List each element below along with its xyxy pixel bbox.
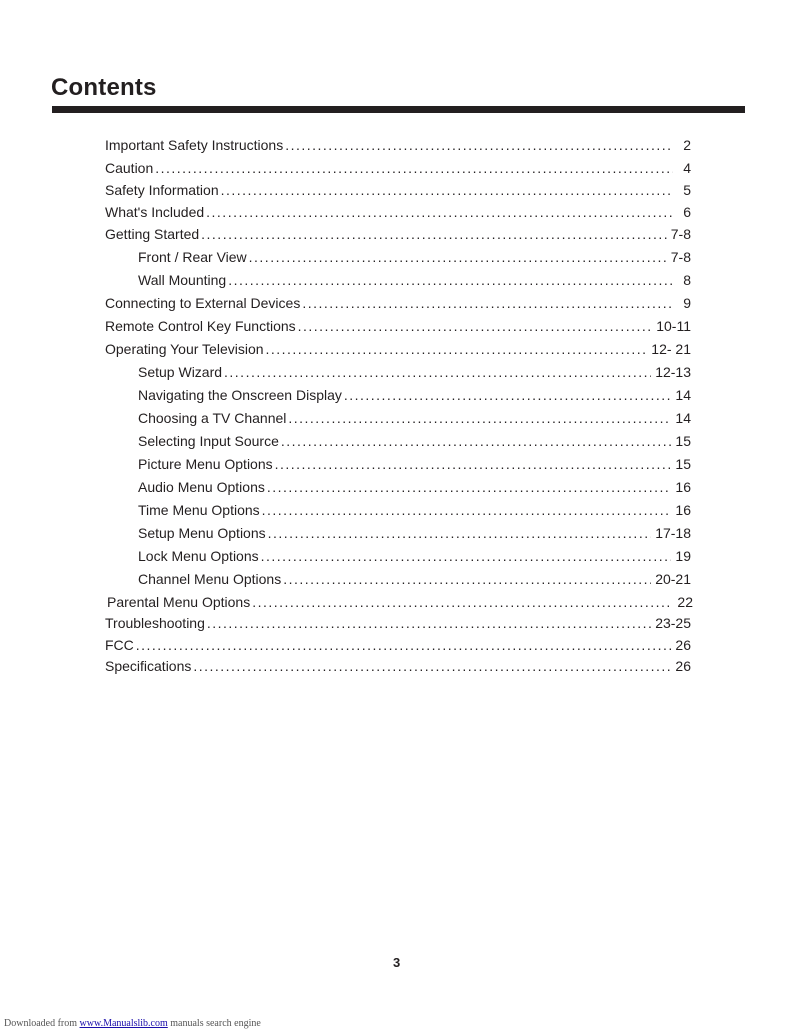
toc-subentry[interactable]	[138, 410, 691, 430]
toc-entry-page: 23-25	[655, 615, 691, 631]
dot-leader	[155, 160, 673, 176]
toc-subentry[interactable]	[138, 249, 691, 269]
toc-entry-page: 15	[675, 433, 691, 449]
toc-entry-page: 7-8	[670, 249, 691, 265]
dot-leader	[285, 137, 673, 153]
toc-entry[interactable]	[105, 226, 691, 246]
dot-leader	[221, 182, 673, 198]
dot-leader	[224, 364, 651, 380]
page-number: 3	[393, 955, 401, 970]
title-divider	[52, 106, 745, 113]
dot-leader	[193, 658, 671, 674]
toc-entry-label: FCC	[105, 637, 134, 653]
toc-entry[interactable]	[105, 160, 691, 180]
toc-subentry[interactable]	[138, 571, 691, 591]
dot-leader	[249, 249, 667, 265]
toc-entry-page: 14	[675, 410, 691, 426]
toc-entry-page: 7-8	[670, 226, 691, 242]
dot-leader	[261, 548, 672, 564]
dot-leader	[281, 433, 672, 449]
dot-leader	[207, 615, 651, 631]
toc-subentry[interactable]	[138, 387, 691, 407]
dot-leader	[302, 295, 673, 311]
dot-leader	[267, 479, 672, 495]
dot-leader	[252, 594, 673, 610]
toc-entry[interactable]	[105, 137, 691, 157]
toc-entry-page: 16	[675, 502, 691, 518]
toc-entry[interactable]	[105, 182, 691, 202]
toc-entry-page: 8	[683, 272, 691, 288]
toc-subentry[interactable]	[138, 272, 691, 292]
toc-entry-page: 10-11	[656, 318, 691, 334]
toc-entry-label: Navigating the Onscreen Display	[138, 387, 342, 403]
toc-entry-label: Picture Menu Options	[138, 456, 273, 472]
toc-entry-label: Remote Control Key Functions	[105, 318, 296, 334]
toc-entry-label: Lock Menu Options	[138, 548, 259, 564]
toc-entry[interactable]	[105, 204, 691, 224]
toc-entry[interactable]	[105, 658, 691, 678]
toc-entry-page: 6	[683, 204, 691, 220]
toc-subentry[interactable]	[138, 502, 691, 522]
dot-leader	[268, 525, 652, 541]
toc-entry-label: Caution	[105, 160, 154, 176]
toc-entry-label: Choosing a TV Channel	[138, 410, 287, 426]
toc-subentry[interactable]	[138, 548, 691, 568]
toc-entry-page: 9	[683, 295, 691, 311]
toc-entry-page: 17-18	[655, 525, 691, 541]
page-title: Contents	[51, 74, 157, 101]
toc-subentry[interactable]	[138, 433, 691, 453]
toc-entry-label: Getting Started	[105, 226, 200, 242]
toc-subentry[interactable]	[138, 456, 691, 476]
toc-entry[interactable]	[105, 318, 691, 338]
toc-entry-label: Operating Your Television	[105, 341, 264, 357]
dot-leader	[288, 410, 671, 426]
toc-entry[interactable]	[105, 295, 691, 315]
toc-entry-label: Specifications	[105, 658, 192, 674]
toc-subentry[interactable]	[138, 525, 691, 545]
toc-entry-label: Setup Menu Options	[138, 525, 266, 541]
dot-leader	[283, 571, 651, 587]
toc-entry-page: 22	[677, 594, 693, 610]
toc-entry-label: What's Included	[105, 204, 205, 220]
toc-entry-label: Parental Menu Options	[107, 594, 251, 610]
toc-entry-page: 15	[675, 456, 691, 472]
manualslib-link[interactable]: www.Manualslib.com	[79, 1018, 168, 1029]
toc-subentry[interactable]	[138, 364, 691, 384]
toc-entry[interactable]	[105, 637, 691, 657]
toc-entry-label: Important Safety Instructions	[105, 137, 284, 153]
toc-entry-label: Channel Menu Options	[138, 571, 282, 587]
toc-entry[interactable]	[105, 341, 691, 361]
toc-entry-label: Front / Rear View	[138, 249, 247, 265]
toc-entry-page: 14	[675, 387, 691, 403]
toc-entry-label: Troubleshooting	[105, 615, 205, 631]
dot-leader	[206, 204, 673, 220]
toc-entry-page: 26	[675, 658, 691, 674]
footer-prefix: Downloaded from	[4, 1018, 78, 1029]
toc-entry-label: Time Menu Options	[138, 502, 260, 518]
dot-leader	[262, 502, 672, 518]
toc-entry-page: 26	[675, 637, 691, 653]
dot-leader	[201, 226, 667, 242]
toc-entry-page: 12- 21	[651, 341, 691, 357]
footer-suffix: manuals search engine	[170, 1018, 261, 1029]
toc-entry[interactable]	[107, 594, 693, 614]
toc-entry-label: Connecting to External Devices	[105, 295, 301, 311]
toc-entry-page: 20-21	[655, 571, 691, 587]
toc-entry-page: 4	[683, 160, 691, 176]
toc-entry-page: 19	[675, 548, 691, 564]
dot-leader	[344, 387, 672, 403]
dot-leader	[266, 341, 648, 357]
toc-entry-label: Selecting Input Source	[138, 433, 279, 449]
toc-entry-label: Setup Wizard	[138, 364, 223, 380]
dot-leader	[275, 456, 672, 472]
toc-entry-label: Audio Menu Options	[138, 479, 265, 495]
toc-entry[interactable]	[105, 615, 691, 635]
dot-leader	[136, 637, 672, 653]
toc-entry-page: 12-13	[655, 364, 691, 380]
download-footer	[4, 1018, 261, 1029]
toc-entry-page: 5	[683, 182, 691, 198]
toc-subentry[interactable]	[138, 479, 691, 499]
toc-entry-page: 2	[683, 137, 691, 153]
toc-entry-page: 16	[675, 479, 691, 495]
toc-entry-label: Wall Mounting	[138, 272, 227, 288]
toc-entry-label: Safety Information	[105, 182, 219, 198]
dot-leader	[298, 318, 653, 334]
dot-leader	[228, 272, 673, 288]
